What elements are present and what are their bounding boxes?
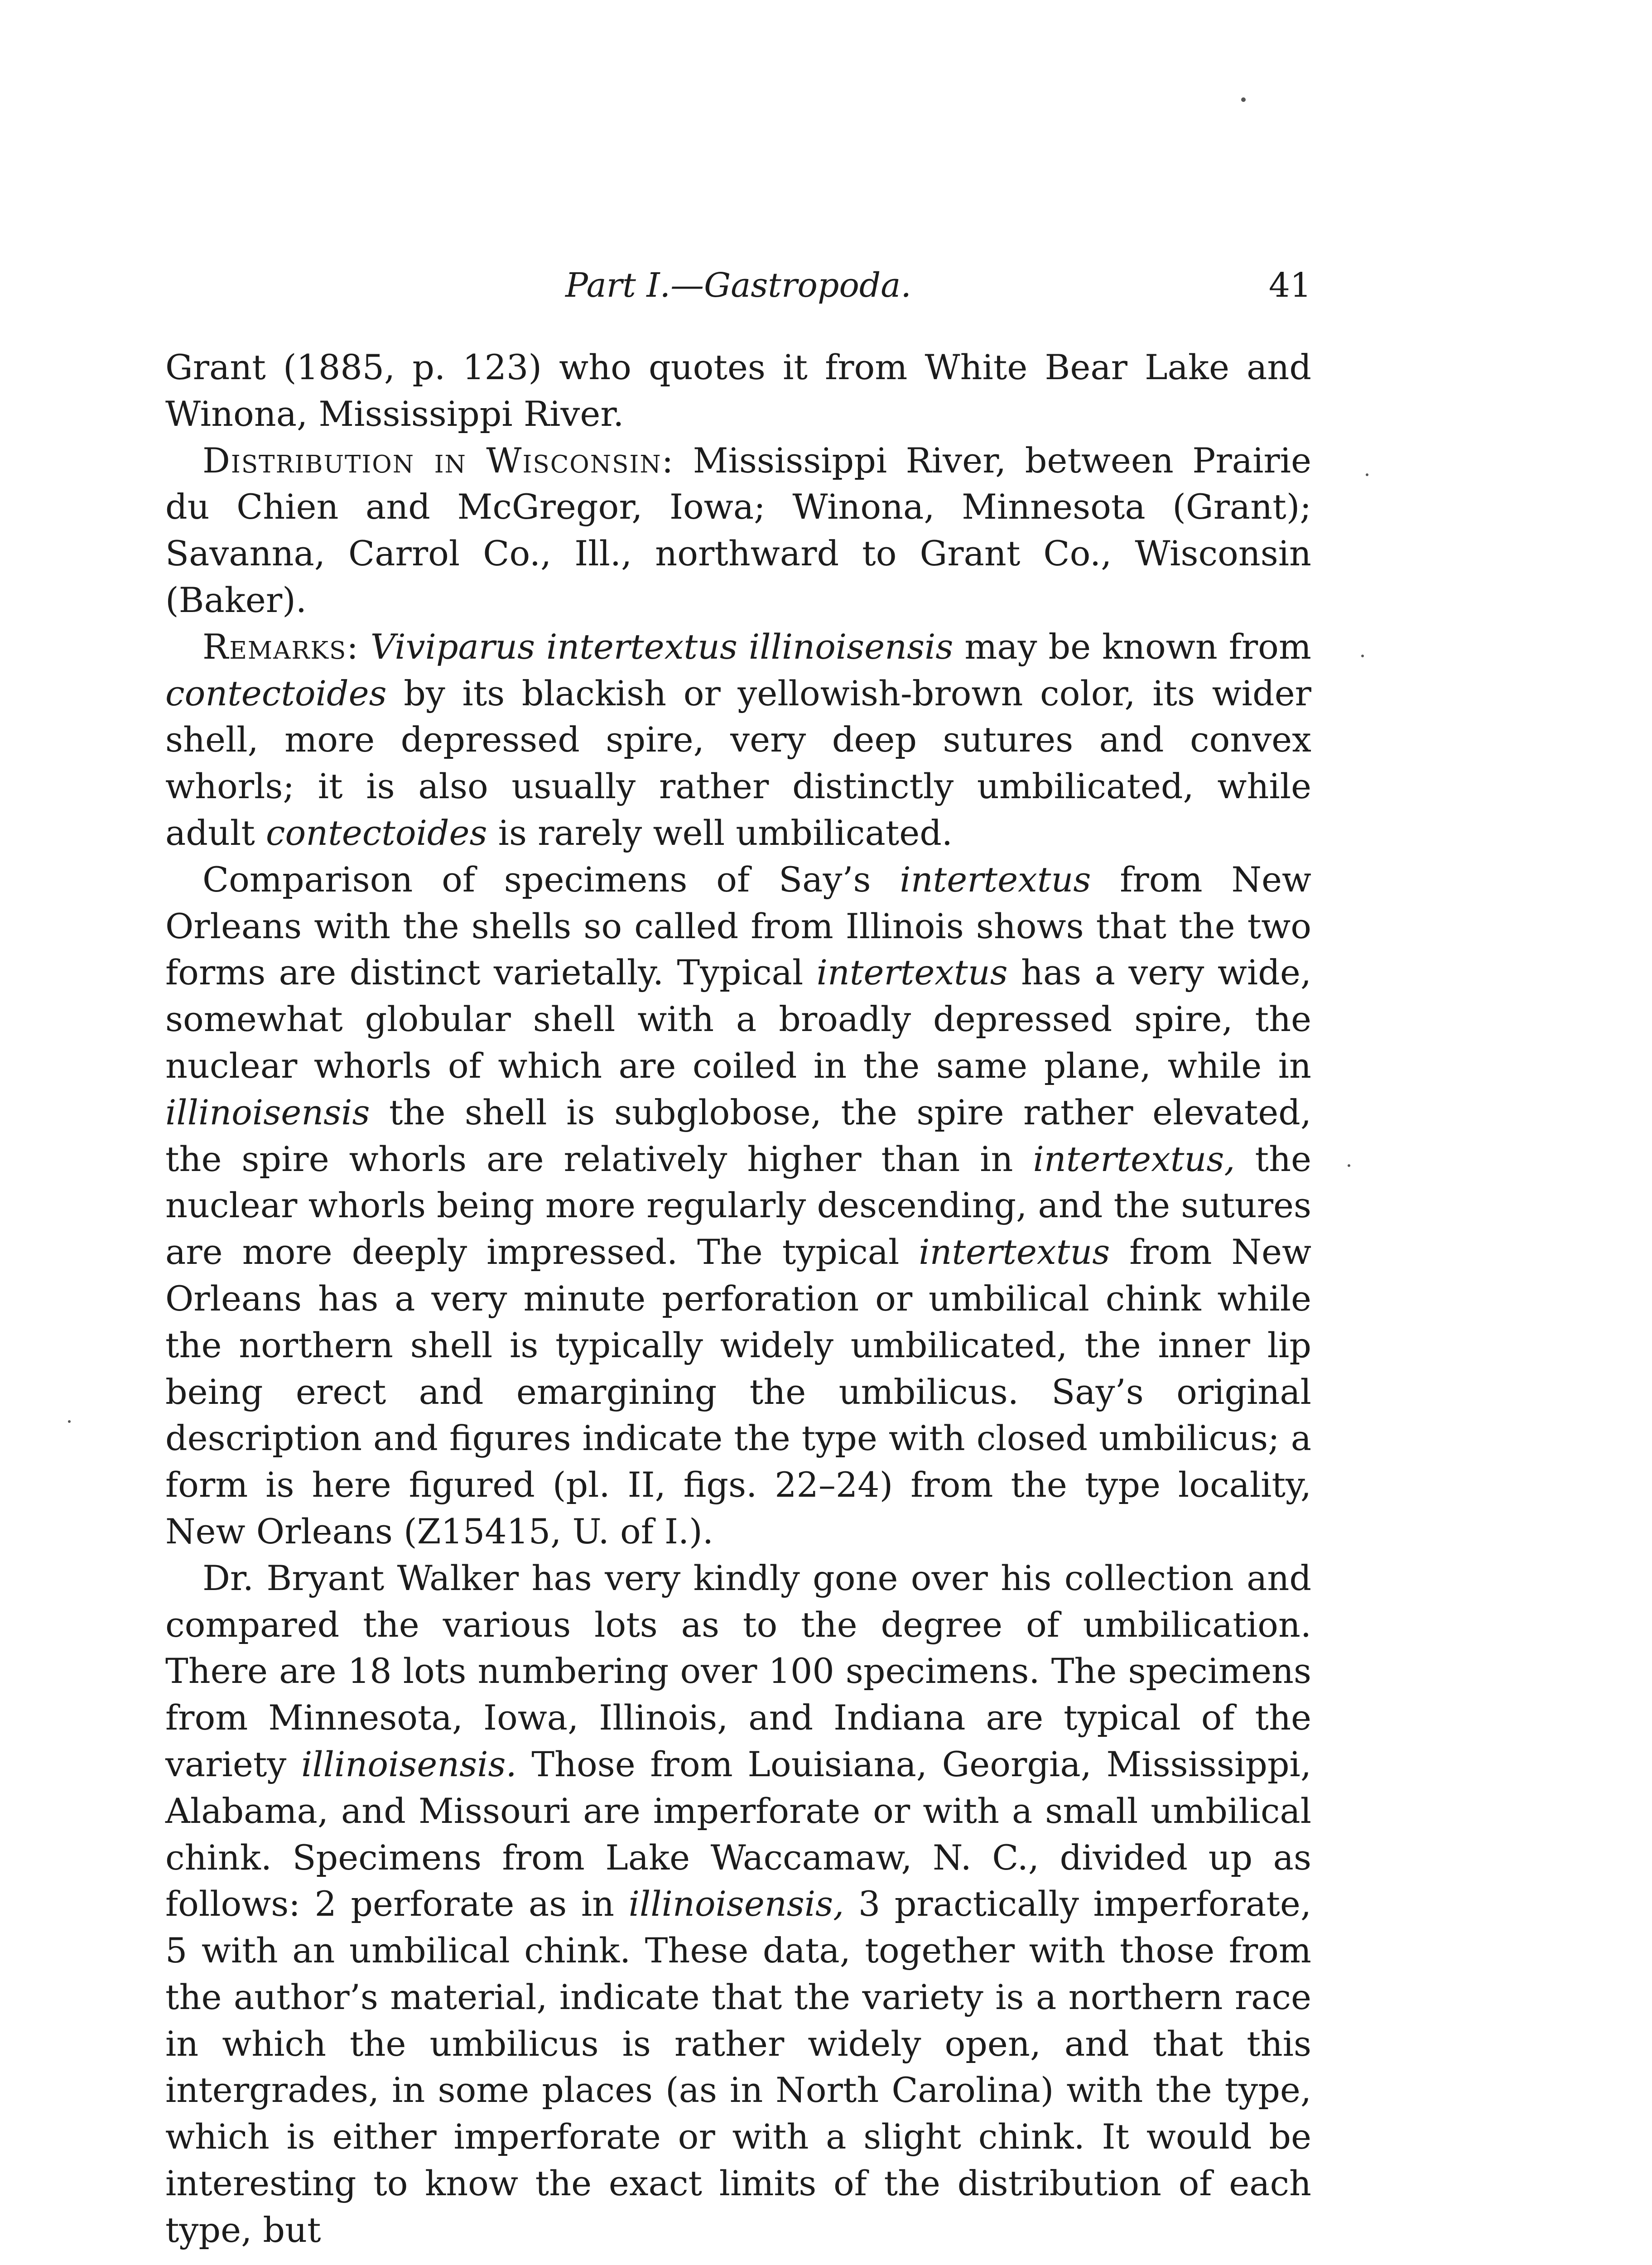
text-run: from New Orleans has a very minute perforation or umbilical chink while the northern shell is typically widely umbilicated, the inner lip being erect and emargining the umbilicus. Say’s original description and figures indicate the type with closed umbilicus; a form is here figured (pl. II, figs. 22–24) from the type locality, New Orleans (Z15415, U. of I.).	[165, 1232, 1311, 1552]
italic-term: illinoisensis,	[628, 1884, 844, 1924]
text-run: is rarely well umbilicated.	[487, 812, 953, 853]
italic-term: illinoisensis	[165, 1092, 370, 1132]
text-run	[359, 626, 371, 667]
text-run: by its blackish or yellowish-brown color, its wider shell, more depressed spire, very deep sutures and convex whorls; it is also usually rather distinctly umbilicated, while adult	[165, 673, 1311, 853]
paragraph	[165, 344, 1311, 438]
running-header	[165, 260, 1311, 310]
scan-speck	[1361, 655, 1364, 657]
scan-speck	[1348, 1164, 1350, 1167]
italic-term: intertextus,	[1033, 1138, 1235, 1179]
text-run: the shell is subglobose, the spire rather elevated, the spire whorls are relatively higher than in	[165, 1092, 1311, 1179]
text-run: Grant (1885, p. 123) who quotes it from White Bear Lake and Winona, Mississippi River.	[165, 347, 1311, 434]
text-run: has a very wide, somewhat globular shell with a broadly depressed spire, the nuclear whorls of which are coiled in the same plane, while in	[165, 952, 1312, 1086]
paragraph	[165, 438, 1311, 624]
text-run: may be known from	[953, 626, 1311, 667]
text-run: from New Orleans with the shells so called from Illinois shows that the two forms are distinct varietally. Typical	[165, 859, 1311, 993]
italic-term: illinoisensis.	[301, 1744, 517, 1784]
italic-term: intertextus	[919, 1232, 1110, 1272]
page-number: 41	[1268, 266, 1311, 305]
text-run: Mississippi River, between Prairie du Chien and McGregor, Iowa; Winona, Minnesota (Grant); Savanna, Carrol Co., Ill., northward to Grant Co., Wisconsin (Baker).	[165, 440, 1311, 620]
paragraph	[165, 1555, 1311, 2254]
italic-term: contectoides	[165, 673, 387, 713]
section-label: Distribution in Wisconsin:	[202, 440, 674, 481]
italic-term: intertextus	[816, 952, 1008, 993]
paragraph	[165, 624, 1311, 857]
italic-term: Viviparus intertextus illinoisensis	[370, 626, 954, 667]
scan-speck	[1241, 97, 1246, 102]
text-run: 3 practically imperforate, 5 with an umbilical chink. These data, together with those from the author’s material, indicate that the variety is a northern race in which the umbilicus is rather widely open, and that this intergrades, in some places (as in North Carolina) with the type, which is either imperforate or with a slight chink. It would be interesting to know the exact limits of the distribution of each type, but	[165, 1884, 1311, 2250]
text-run: Comparison of specimens of Say’s	[202, 859, 900, 900]
italic-term: contectoides	[265, 812, 487, 853]
section-label: Remarks:	[202, 626, 359, 667]
text-run: the nuclear whorls being more regularly descending, and the sutures are more deeply impressed. The typical	[165, 1138, 1312, 1272]
running-title: Part I.—Gastropoda.	[565, 266, 911, 305]
paragraph	[165, 857, 1311, 1555]
scan-speck	[68, 1420, 71, 1423]
body-text	[165, 344, 1311, 2254]
scan-speck	[1366, 473, 1368, 476]
text-run: Those from Louisiana, Georgia, Mississippi, Alabama, and Missouri are imperforate or with a small umbilical chink. Specimens from Lake Waccamaw, N. C., divided up as follows: 2 perforate as in	[165, 1744, 1311, 1924]
text-run: Dr. Bryant Walker has very kindly gone over his collection and compared the various lots as to the degree of umbilication. There are 18 lots numbering over 100 specimens. The specimens from Minnesota, Iowa, Illinois, and Indiana are typical of the variety	[165, 1557, 1311, 1784]
italic-term: intertextus	[900, 859, 1091, 900]
